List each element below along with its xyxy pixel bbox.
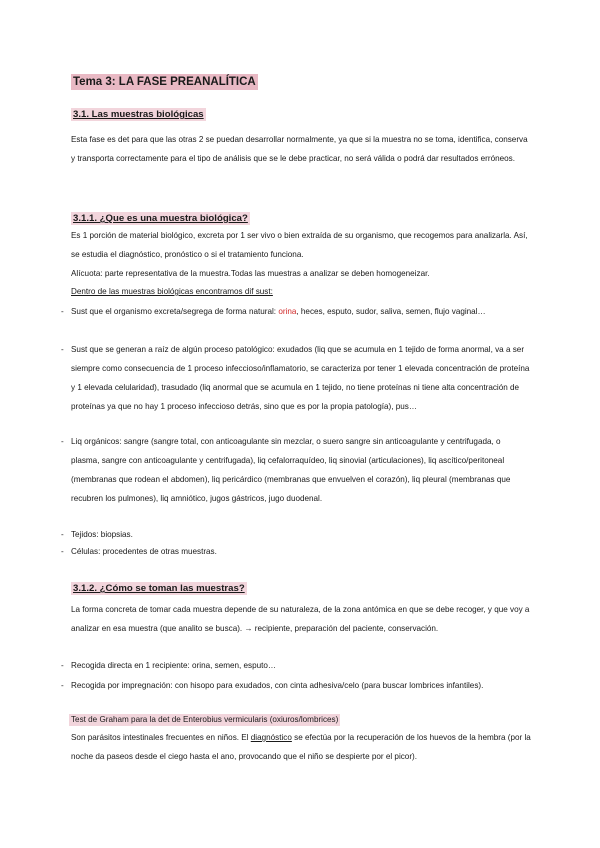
list-item xyxy=(61,340,531,416)
bullet-dash-icon: - xyxy=(61,307,64,316)
bullet-dash-icon: - xyxy=(61,345,64,354)
underlined-word-diagnostico: diagnóstico xyxy=(250,733,292,742)
substances-subheading: Dentro de las muestras biológicas encontramos dif sust: xyxy=(71,287,273,296)
list-item xyxy=(61,302,531,321)
document-title: Tema 3: LA FASE PREANALÍTICA xyxy=(73,76,256,88)
list-item-text: Células: procedentes de otras muestras. xyxy=(71,547,217,556)
bullet-dash-icon: - xyxy=(61,530,64,539)
section-heading-3-1-1: 3.1.1. ¿Que es una muestra biológica? xyxy=(73,213,248,224)
paragraph-text: se efectúa por la recuperación de los huevos de la hembra (por la noche da paseos desde el ciego hasta el ano, provocando que el niño se despierte por el picor). xyxy=(71,733,531,762)
list-item-text: Liq orgánicos: sangre (sangre total, con anticoagulante sin mezclar, o suero sangre sin anticoagulante y centrifugada, o plasma, sangre con anticoagulante y centrifugada), liq cefalorraquídeo, liq sinovial (articulaciones), liq ascítico/peritoneal (membranas que rodean el abdomen), liq pericárdico (membranas que envuelven el corazón), liq pleural (membranas que recubren los pulmones), liq amniótico, jugos gástricos, jugo duodenal. xyxy=(71,437,511,504)
highlighted-word-orina: orina xyxy=(278,307,297,316)
section-heading-3-1-2: 3.1.2. ¿Cómo se toman las muestras? xyxy=(73,583,245,594)
bullet-dash-icon: - xyxy=(61,437,64,446)
section-3-1-2-paragraph: La forma concreta de tomar cada muestra depende de su naturaleza, de la zona antómica en que se debe recoger, y que voy a analizar en esa muestra (que analito se busca). → recipiente, preparación del paciente, conservación. xyxy=(71,605,530,634)
list-item xyxy=(61,432,531,508)
section-heading-3-1: 3.1. Las muestras biológicas xyxy=(73,109,204,120)
graham-test-heading: Test de Graham para la det de Enterobius vermicularis (oxiuros/lombrices) xyxy=(71,715,339,724)
list-item xyxy=(61,542,531,561)
bullet-dash-icon: - xyxy=(61,661,64,670)
list-item-text: , heces, esputo, sudor, saliva, semen, flujo vaginal… xyxy=(296,307,486,316)
definition-paragraph: Es 1 porción de material biológico, excreta por 1 ser vivo o bien extraída de su organismo, que recogemos para analizarla. Así, se estudia el diagnóstico, pronóstico o si el tratamiento funciona. xyxy=(71,231,528,260)
list-item-text: Sust que se generan a raíz de algún proceso patológico: exudados (liq que se acumula en 1 tejido de forma anormal, va a ser siempre como consecuencia de 1 proceso infeccioso/inflamatorio, se caracteriza por tener 1 elevada concentración de proteína y 1 elevada celularidad), trasudado (liq anormal que se acumula en 1 tejido, no tiene proteínas ni tiene alta concentración de proteínas ya que no hay 1 proceso infeccioso detrás, sino que es por la propia patología), pus… xyxy=(71,345,530,412)
list-item-text: Sust que el organismo excreta/segrega de forma natural: xyxy=(71,307,279,316)
list-item xyxy=(61,656,531,675)
paragraph-text: Son parásitos intestinales frecuentes en niños. El xyxy=(71,733,251,742)
list-item-text: Tejidos: biopsias. xyxy=(71,530,133,539)
list-item-text: Recogida por impregnación: con hisopo para exudados, con cinta adhesiva/celo (para buscar lombrices infantiles). xyxy=(71,681,484,690)
bullet-dash-icon: - xyxy=(61,547,64,556)
bullet-dash-icon: - xyxy=(61,681,64,690)
list-item xyxy=(61,676,531,695)
alicuota-text: Alícuota: parte representativa de la muestra.Todas las muestras a analizar se deben homogeneizar. xyxy=(71,269,430,278)
section-3-1-paragraph: Esta fase es det para que las otras 2 se puedan desarrollar normalmente, ya que si la muestra no se toma, identifica, conserva y transporta correctamente para el tipo de análisis que se le debe practicar, no será válida o podrá dar resultados erróneos. xyxy=(71,135,528,164)
graham-test-paragraph xyxy=(71,728,531,766)
list-item-text: Recogida directa en 1 recipiente: orina, semen, esputo… xyxy=(71,661,277,670)
